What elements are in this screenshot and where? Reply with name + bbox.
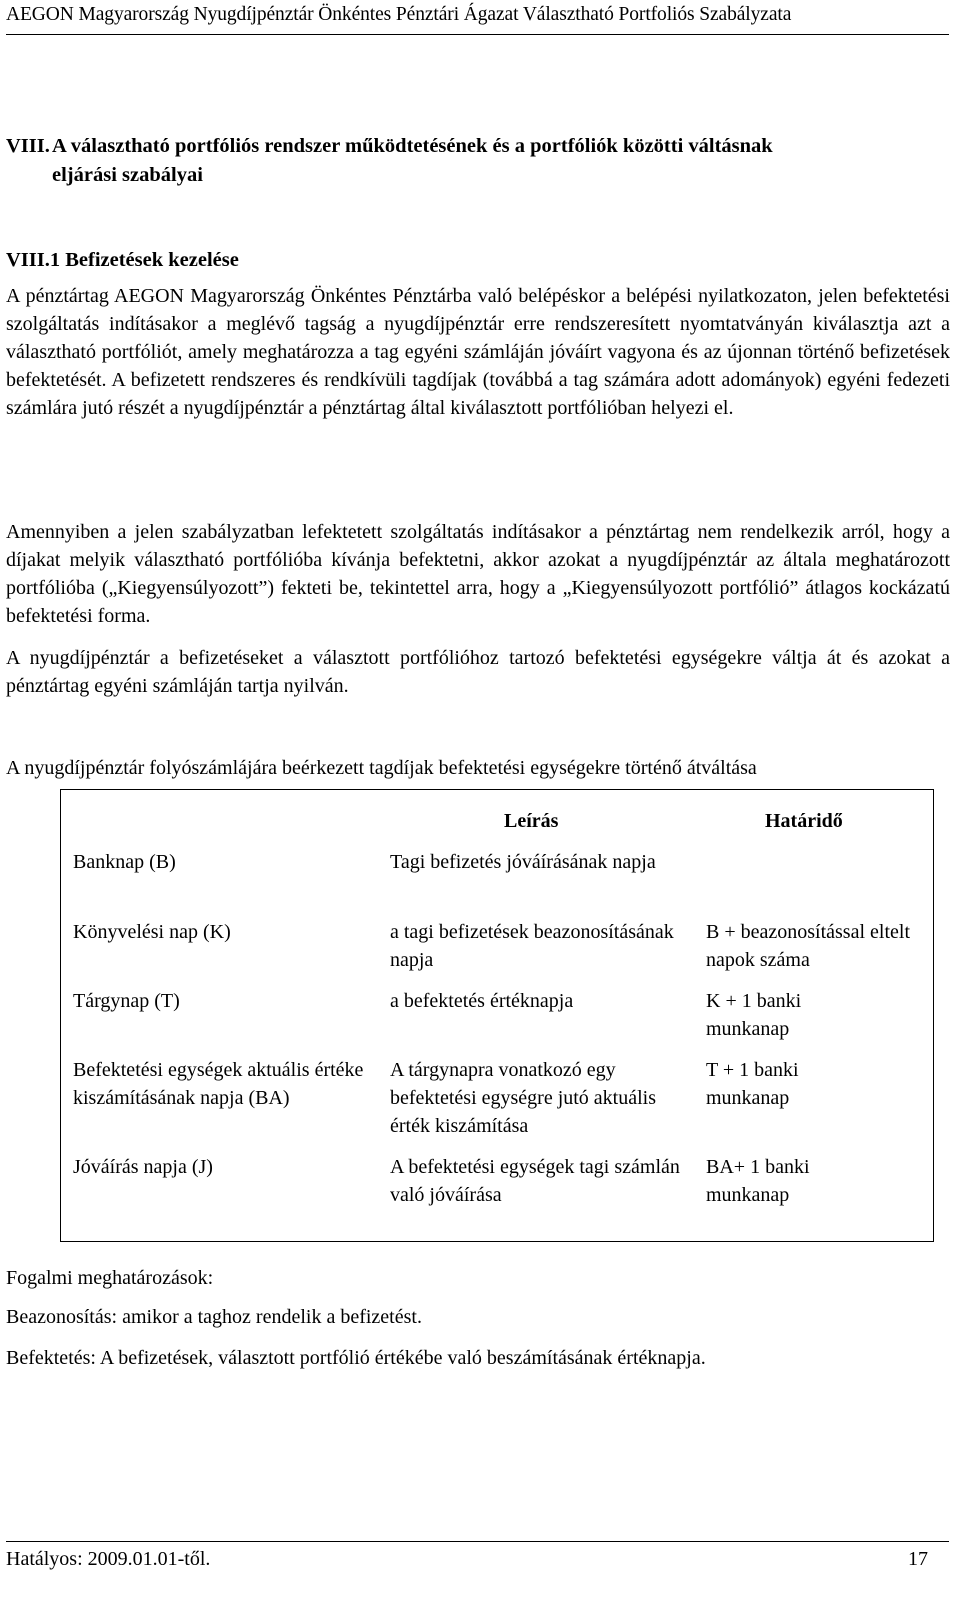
page-header: AEGON Magyarország Nyugdíjpénztár Önkéntes Pénztári Ágazat Választható Portfoliós Szabályzata [6,4,792,25]
table-caption: A nyugdíjpénztár folyószámlájára beérkezett tagdíjak befektetési egységekre történő átváltása [6,757,757,779]
table-cell-term: Tárgynap (T) [73,990,180,1012]
table-header-deadline: Határidő [765,810,843,832]
table-cell-term: Könyvelési nap (K) [73,921,231,943]
table-cell-description: A tárgynapra vonatkozó egy befektetési egységre jutó aktuális érték kiszámítása [390,1059,657,1137]
footer-divider [6,1541,949,1542]
table-cell-deadline: T + 1 banki munkanap [706,1059,799,1109]
table-cell-term: Befektetési egységek aktuális értéke kiszámításának napja (BA) [73,1059,364,1109]
table-cell-description: Tagi befizetés jóváírásának napja [390,851,656,873]
table-cell-description: a tagi befizetések beazonosításának napja [390,921,674,971]
effective-date: Hatályos: 2009.01.01-től. [6,1548,211,1570]
table-header-description: Leírás [504,810,559,832]
table-cell-term: Banknap (B) [73,851,176,873]
conversion-schedule-table [60,789,934,1242]
definitions-title: Fogalmi meghatározások: [6,1267,214,1289]
header-divider [6,34,949,35]
section-title-line1: A választható portfóliós rendszer működtetésének és a portfóliók közötti váltásnak [52,135,773,157]
section-title [6,132,950,190]
paragraph-enrollment: A pénztártag AEGON Magyarország Önkéntes Pénztárba való belépéskor a belépési nyilatkozaton, jelen befektetési szolgáltatás indításakor a meglévő tagság a nyugdíjpénztár erre rendszeresített nyomtatványán kiválasztja azt a választható portfóliót, amely meghatározza a tag egyéni számláján jóváírt vagyona és az újonnan történő befizetések befektetését. A befizetett rendszeres és rendkívüli tagdíjak (továbbá a tag számára adott adományok) egyéni fedezeti számlára jutó részét a nyugdíjpénztár a pénztártag által kiválasztott portfólióban helyezi el. [6,285,950,419]
table-cell-deadline: B + beazonosítással eltelt napok száma [706,921,911,971]
paragraph-default-portfolio: Amennyiben a jelen szabályzatban lefektetett szolgáltatás indításakor a pénztártag nem rendelkezik arról, hogy a díjakat melyik választható portfólióba kívánja befektetni, akkor azokat a nyugdíjpénztár az általa meghatározott portfólióba („Kiegyensúlyozott”) fekteti be, tekintettel arra, hogy a „Kiegyensúlyozott portfólió” átlagos kockázatú befektetési forma. [6,521,950,627]
page-number: 17 [908,1548,928,1570]
table-cell-deadline: BA+ 1 banki munkanap [706,1156,810,1206]
table-cell-term: Jóváírás napja (J) [73,1156,213,1178]
definition-item: Beazonosítás: amikor a taghoz rendelik a befizetést. [6,1306,422,1328]
section-title-line2: eljárási szabályai [52,164,203,186]
definition-item: Befektetés: A befizetések, választott portfólió értékébe való beszámításának értéknapja. [6,1347,706,1369]
paragraph-conversion: A nyugdíjpénztár a befizetéseket a választott portfólióhoz tartozó befektetési egységekre váltja át és azokat a pénztártag egyéni számláján tartja nyilván. [6,647,950,697]
table-cell-description: a befektetés értéknapja [390,990,574,1012]
section-number: VIII. [6,135,50,157]
subsection-title: VIII.1 Befizetések kezelése [6,249,239,271]
table-cell-deadline: K + 1 banki munkanap [706,990,802,1040]
table-cell-description: A befektetési egységek tagi számlán való jóváírása [390,1156,680,1206]
